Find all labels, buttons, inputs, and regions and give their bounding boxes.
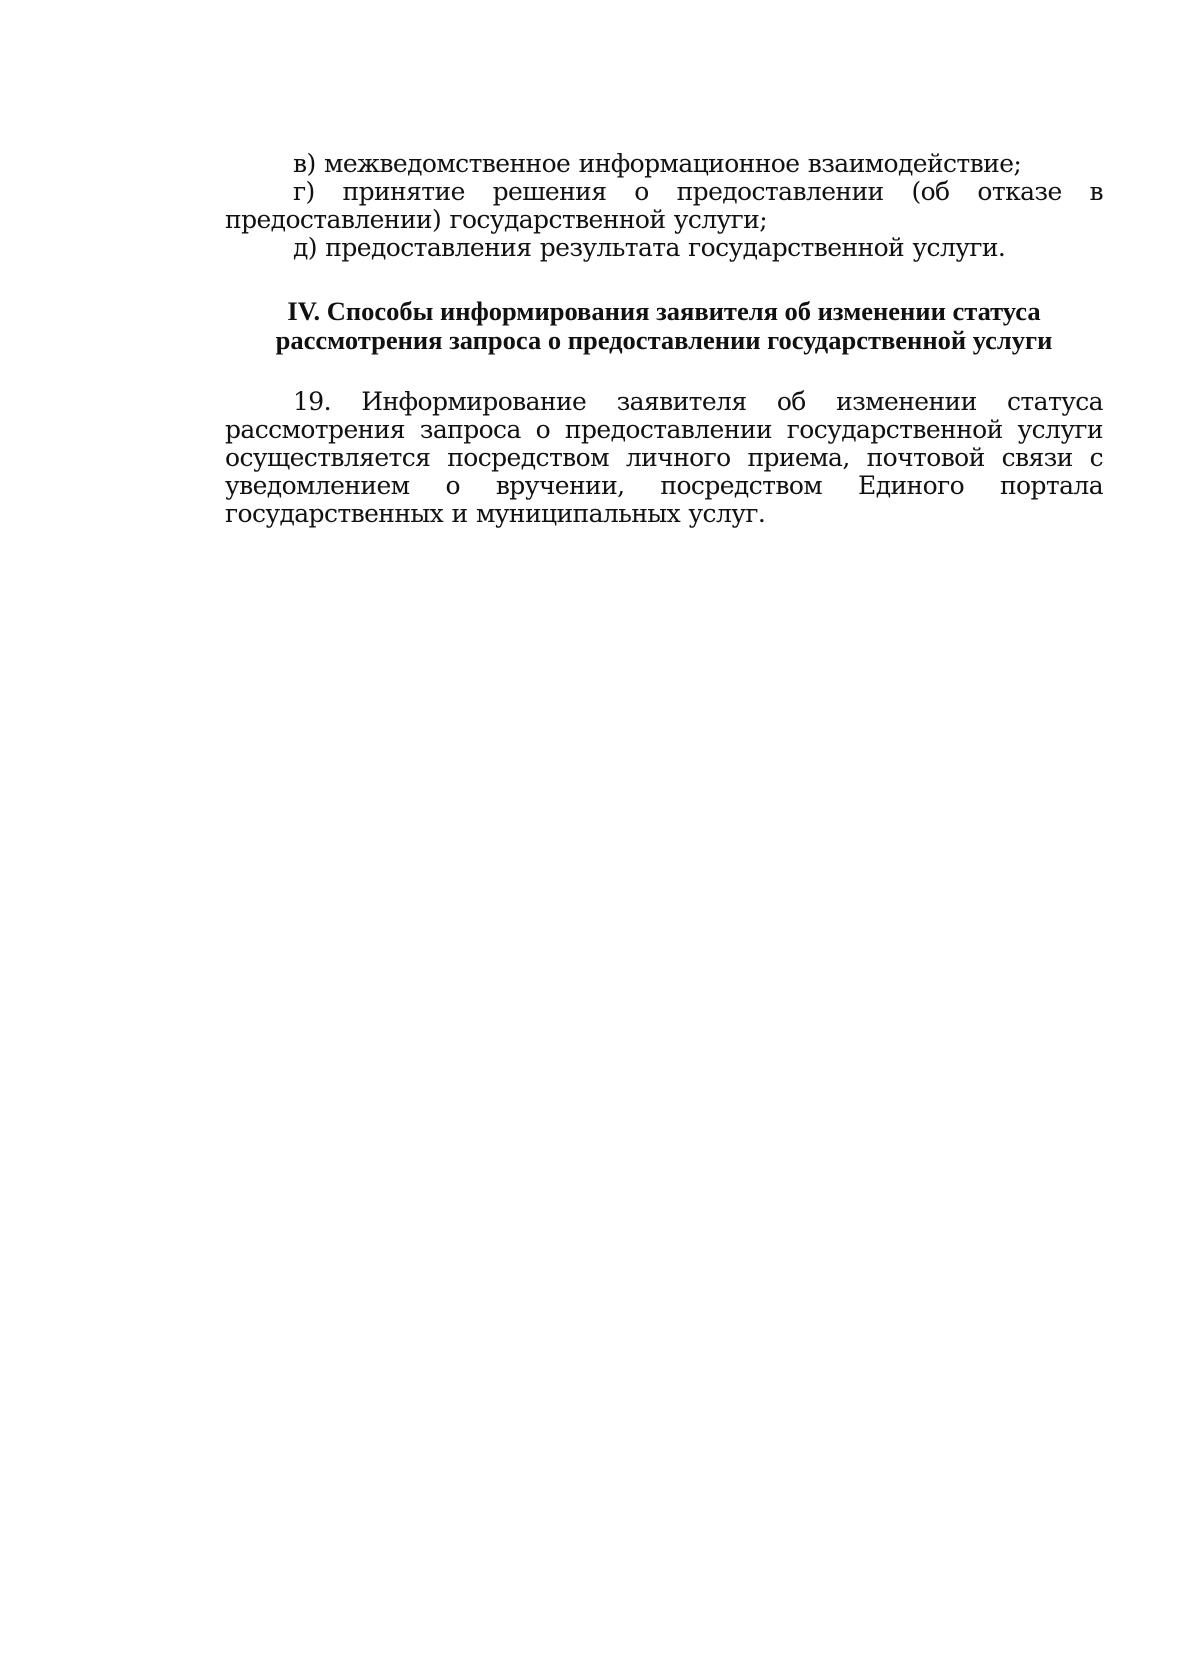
paragraph-19: 19. Информирование заявителя об изменении статуса рассмотрения запроса о предоставлении государственной услуги осуществляется посредством личного приема, почтовой связи с уведомлением о вручении, посредством Единого портала государственных и муниципальных услуг. (225, 387, 1103, 528)
section-heading-line-2: рассмотрения запроса о предоставлении государственной услуги (275, 325, 1053, 355)
list-item-d: д) предоставления результата государственной услуги. (293, 233, 1006, 262)
list-item-g: г) принятие решения о предоставлении (об отказе в предоставлении) государственной услуги; (225, 177, 1103, 234)
section-heading (225, 297, 1103, 355)
section-heading-line-1: IV. Способы информирования заявителя об изменении статуса (287, 296, 1041, 326)
list-item-v: в) межведомственное информационное взаимодействие; (293, 149, 1022, 178)
document-body (225, 150, 1103, 528)
